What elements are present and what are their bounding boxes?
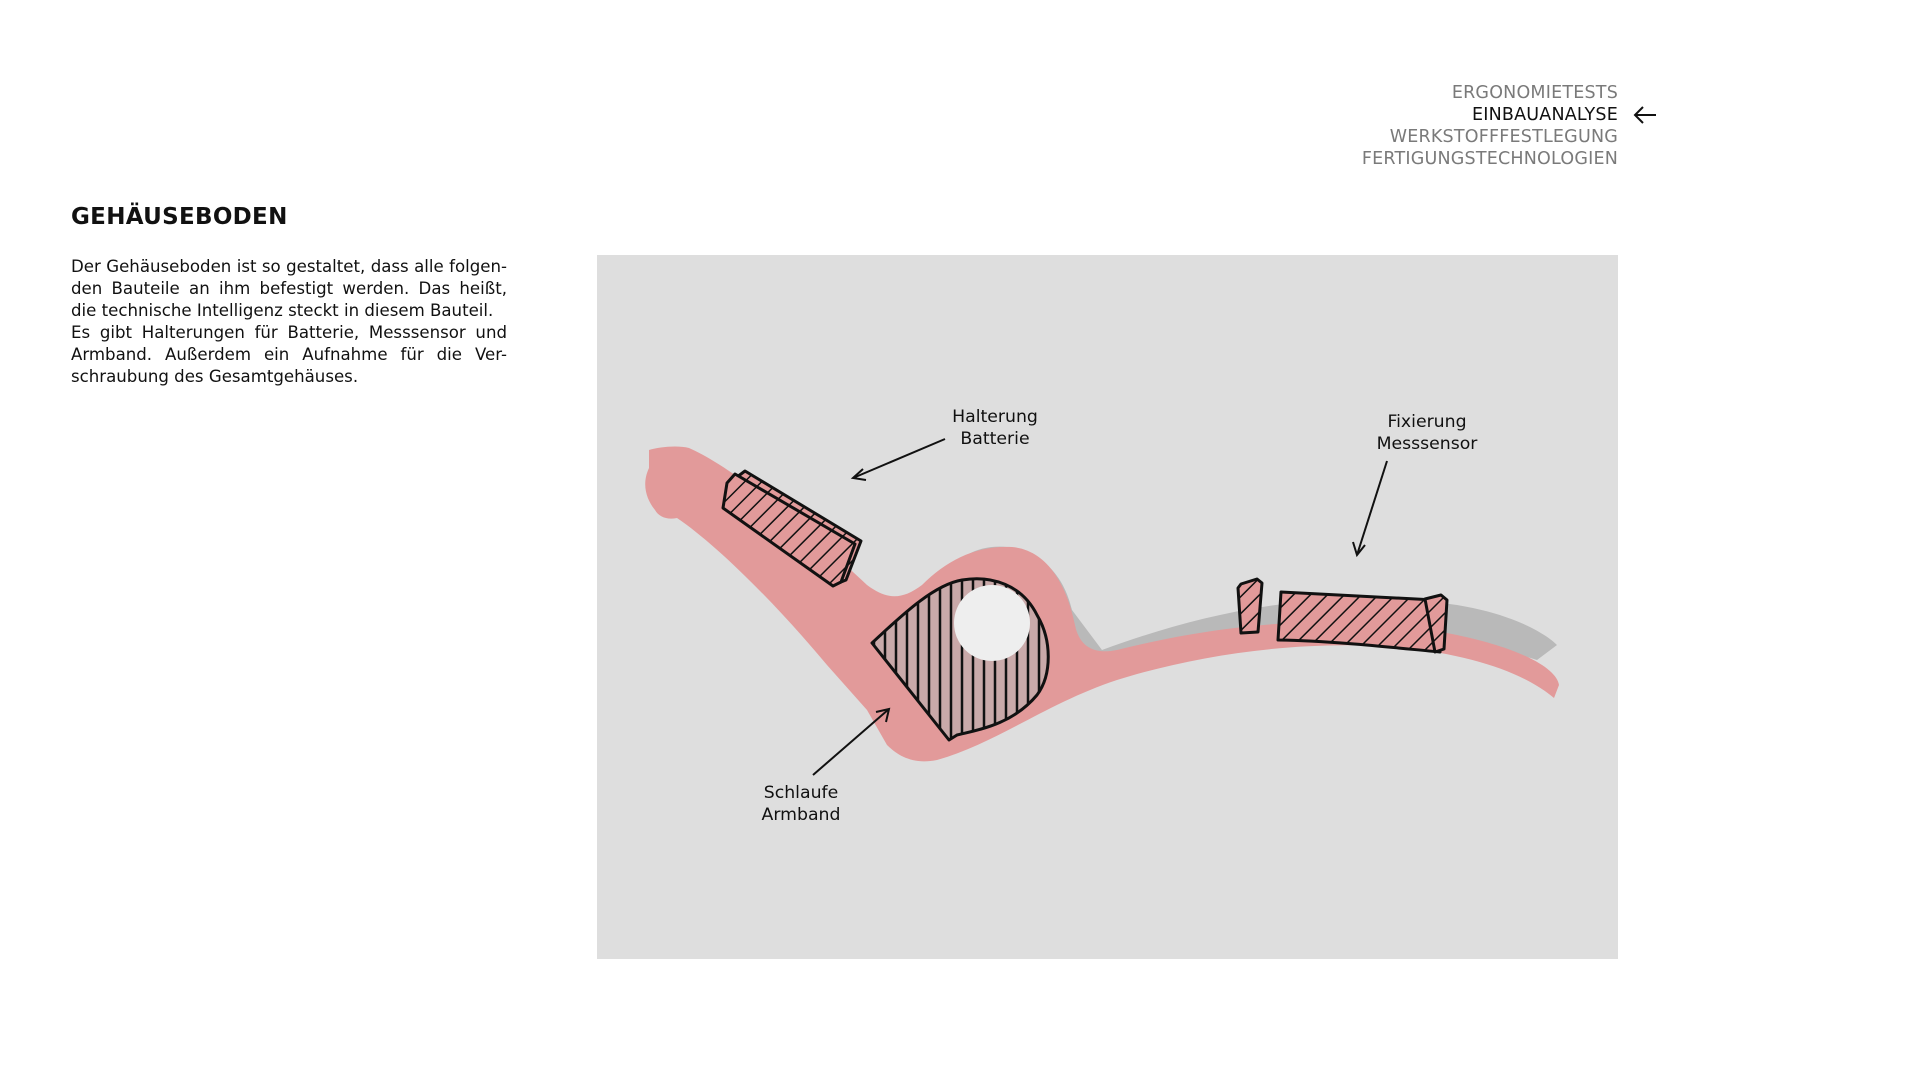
label-line: Fixierung [1387,412,1467,432]
label-line: Halterung [952,407,1038,427]
description-paragraph: Der Gehäuseboden ist so gestaltet, dass alle folgen-den Bauteile an ihm befestigt werden. Das heißt, die technische Intelligenz steckt in diesem Bauteil. [71,257,507,320]
page-title: GEHÄUSEBODEN [71,204,288,230]
label-line: Batterie [960,429,1030,449]
nav-item-fertigungstechnologien[interactable]: FERTIGUNGSTECHNOLOGIEN [1361,149,1618,169]
nav-item-ergonomietests[interactable]: ERGONOMIETESTS [1451,83,1618,103]
description-paragraph: Es gibt Halterungen für Batterie, Messsensor und Armband. Außerdem ein Aufnahme für die Ver-schraubung des Gesamtgehäuses. [71,323,507,386]
label-line: Messsensor [1376,434,1478,454]
label-fixierung-messsensor [1347,411,1507,455]
nav-item-einbauanalyse[interactable]: EINBAUANALYSE [1471,105,1618,125]
arrow-left-icon [1632,104,1658,126]
nav-item-werkstofffestlegung[interactable]: WERKSTOFFFESTLEGUNG [1389,127,1618,147]
label-line: Schlaufe [763,783,839,803]
label-schlaufe-armband [721,782,881,826]
description-text [71,256,507,388]
strap-loop-hole [954,585,1030,661]
housing-base-diagram [597,255,1618,959]
label-halterung-batterie [915,406,1075,450]
section-navigation [1362,82,1618,170]
label-line: Armband [761,805,841,825]
arrow-sensor [1353,461,1387,555]
sensor-clip-left [1238,579,1262,633]
arrow-armband [813,709,889,775]
housing-base-illustration [597,255,1618,959]
